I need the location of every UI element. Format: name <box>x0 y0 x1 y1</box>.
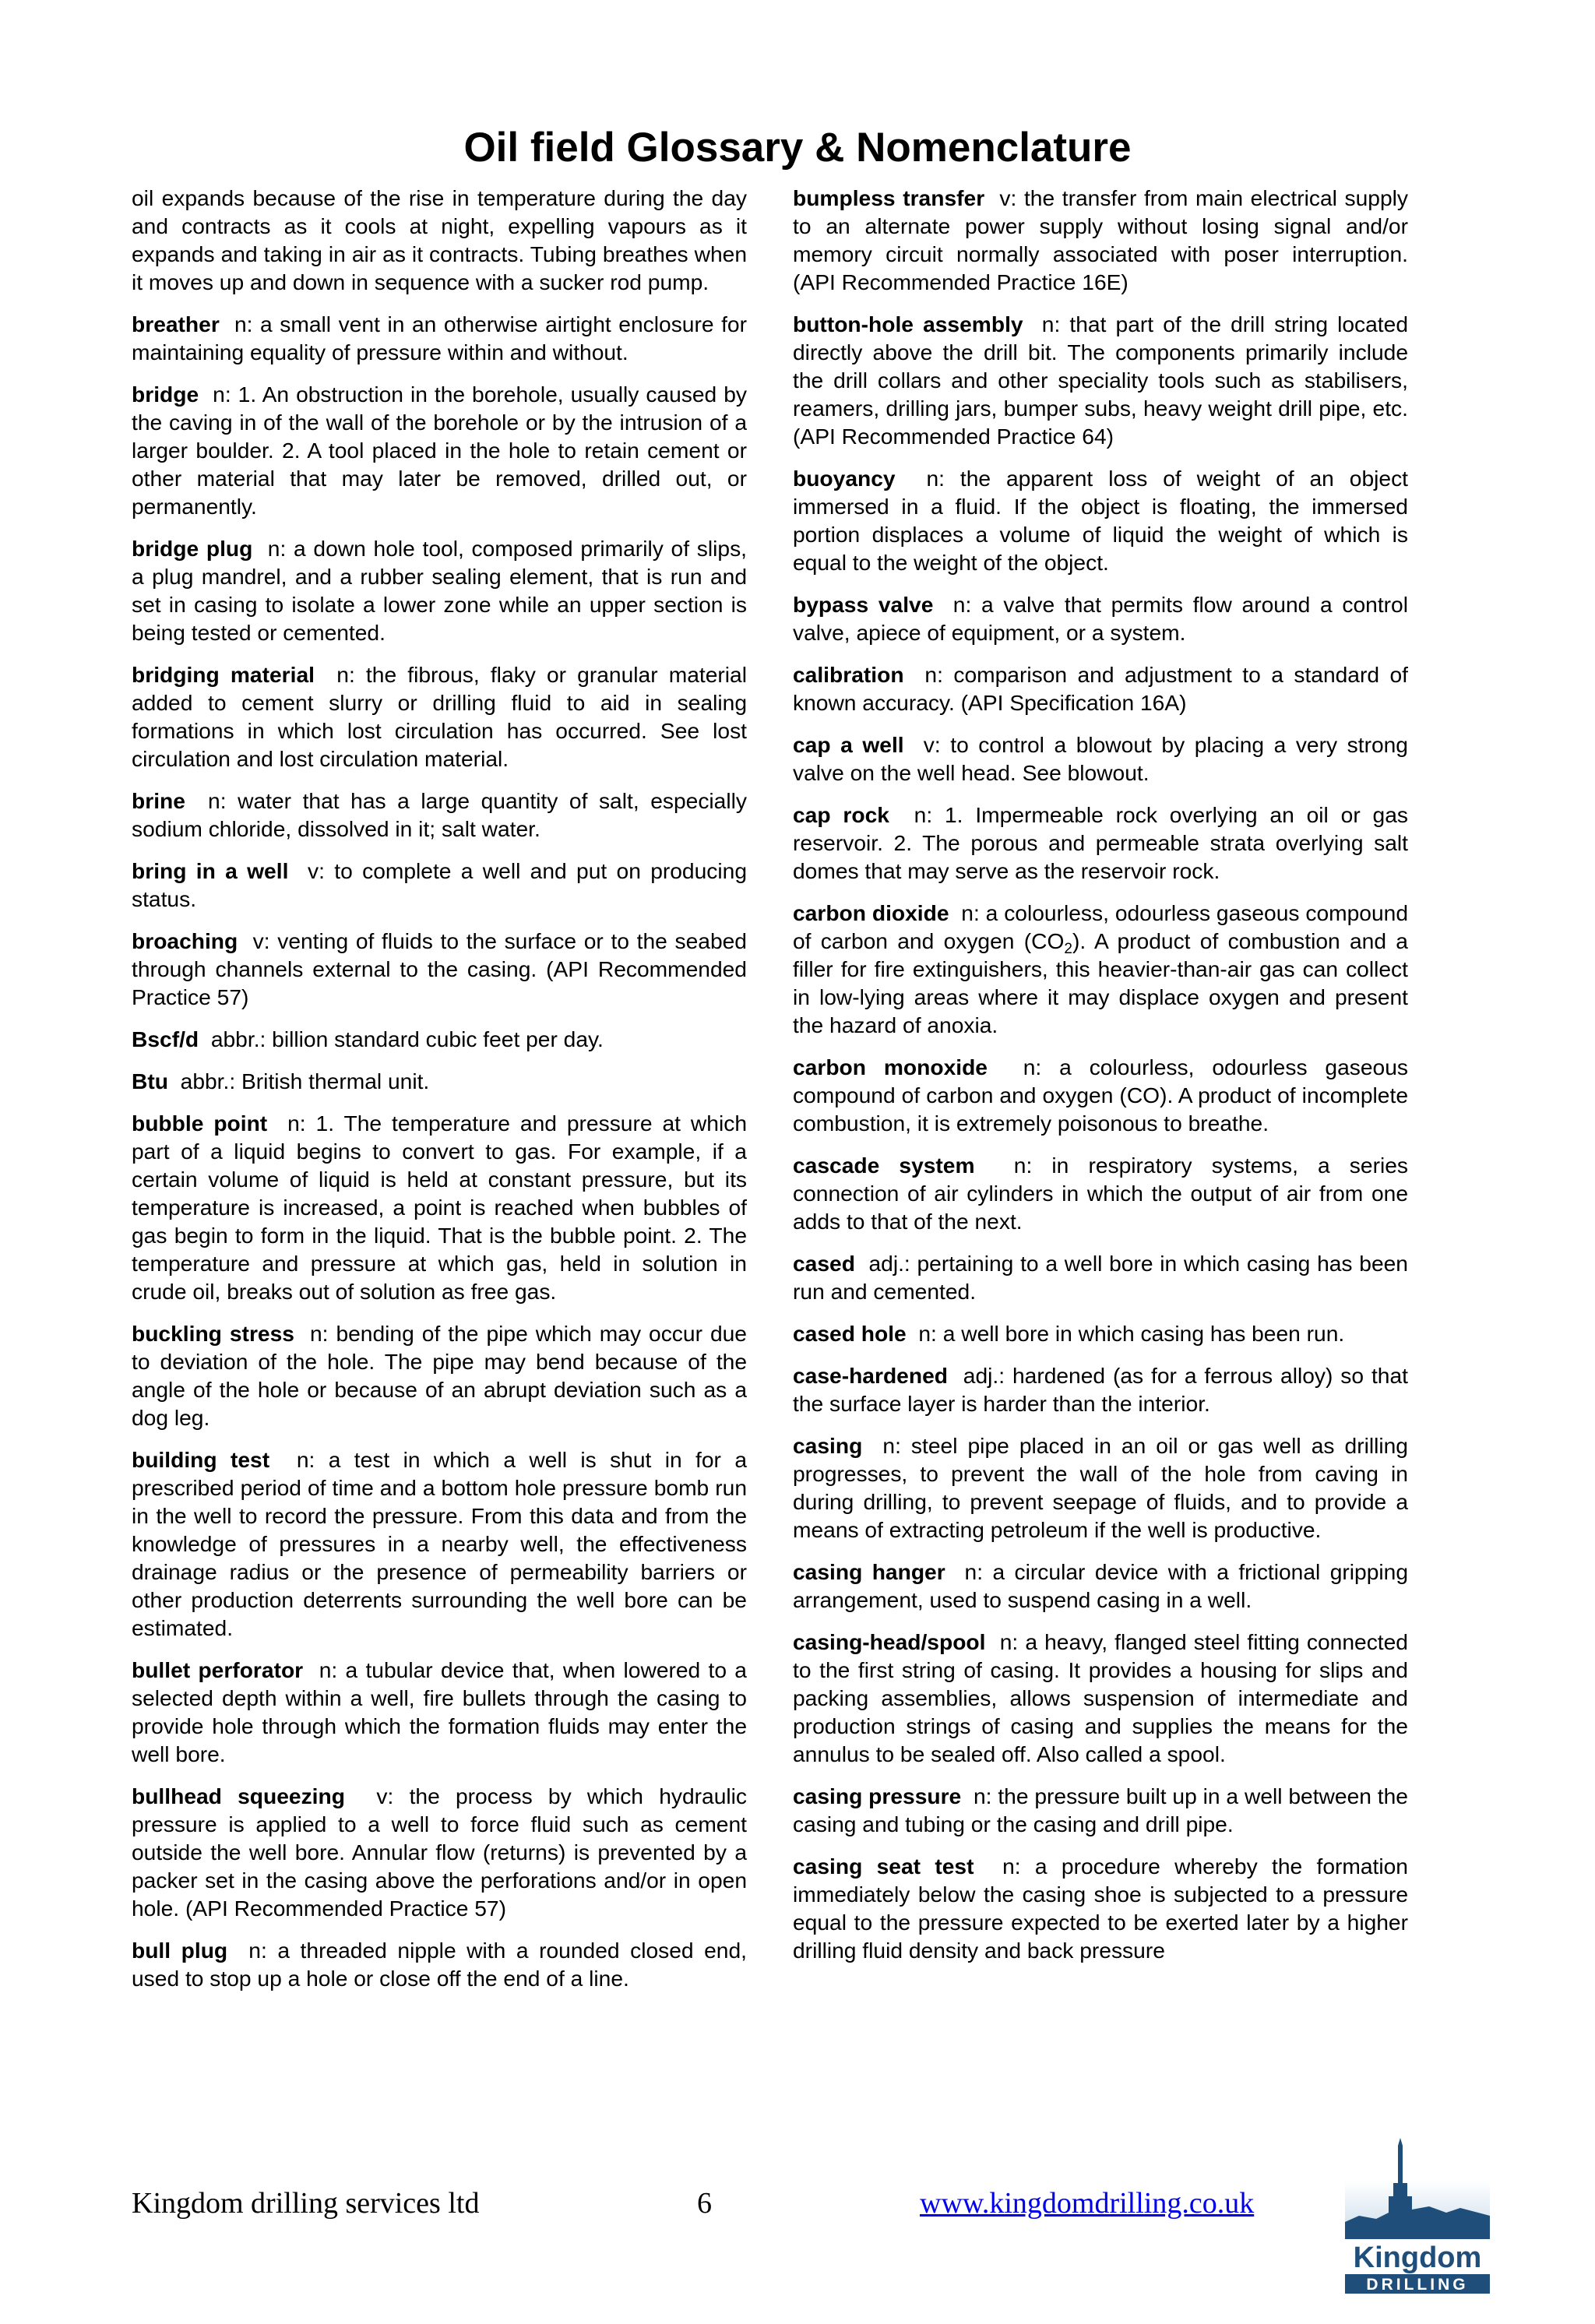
glossary-entry-buoyancy <box>793 464 1408 576</box>
logo-wordmark: Kingdom <box>1353 2241 1482 2274</box>
glossary-entry-cased-hole <box>793 1319 1408 1347</box>
glossary-definition: n: comparison and adjustment to a standard of known accuracy. (API Specification 16A) <box>793 662 1408 715</box>
glossary-entry-bscf-d <box>132 1025 747 1053</box>
subscript: 2 <box>1064 941 1072 957</box>
glossary-definition: n: bending of the pipe which may occur due to deviation of the hole. The pipe may bend because of the angle of the hole or because of an abrupt deviation such as a dog leg. <box>132 1321 747 1430</box>
glossary-definition: v: venting of fluids to the surface or to the seabed through channels external to the casing. (API Recommended Practice 57) <box>132 928 747 1009</box>
glossary-entry-casing-hanger <box>793 1558 1408 1614</box>
glossary-term: button-hole assembly <box>793 312 1023 336</box>
glossary-term: casing-head/spool <box>793 1629 986 1654</box>
glossary-definition: n: the fibrous, flaky or granular material added to cement slurry or drilling fluid to aid in sealing formations in which lost circulation has occurred. See lost circulation and lost circulation material. <box>132 662 747 771</box>
glossary-entry-carbon-dioxide <box>793 899 1408 1039</box>
page-title: Oil field Glossary & Nomenclature <box>463 125 1132 171</box>
glossary-column-right <box>793 184 1408 1978</box>
glossary-term: casing <box>793 1433 863 1458</box>
glossary-definition: n: a colourless, odourless gaseous compound of carbon and oxygen (CO). A product of incomplete combustion, it is extremely poisonous to breathe. <box>793 1055 1408 1136</box>
glossary-definition: n: a procedure whereby the formation immediately below the casing shoe is subjected to a pressure equal to the pressure expected to be exerted later by a higher drilling fluid density and back pressure <box>793 1854 1408 1963</box>
glossary-term: carbon dioxide <box>793 900 949 925</box>
glossary-term: cased <box>793 1251 855 1276</box>
glossary-entry-bypass-valve <box>793 590 1408 646</box>
glossary-definition-cont: ). A product of combustion and a filler for fire extinguishers, this heavier-than-air gas can collect in low-lying areas where it may displace oxygen and present the hazard of anoxia. <box>793 928 1408 1037</box>
glossary-definition: v: to complete a well and put on producing status. <box>132 858 747 911</box>
glossary-entry-cap-rock <box>793 801 1408 885</box>
glossary-definition: n: 1. Impermeable rock overlying an oil or gas reservoir. 2. The porous and permeable strata overlying salt domes that may serve as the reservoir rock. <box>793 802 1408 883</box>
glossary-term: bridge plug <box>132 536 253 561</box>
glossary-definition: n: a colourless, odourless gaseous compound of carbon and oxygen (CO <box>793 900 1408 953</box>
glossary-entry-case-hardened <box>793 1361 1408 1417</box>
glossary-entry-bullet-perforator <box>132 1656 747 1768</box>
glossary-entry-casing-seat-test <box>793 1852 1408 1964</box>
glossary-definition: n: a small vent in an otherwise airtight enclosure for maintaining equality of pressure within and without. <box>132 312 747 364</box>
glossary-definition: n: 1. The temperature and pressure at which part of a liquid begins to convert to gas. For example, if a certain volume of liquid is held at constant pressure, but its temperature is increased, a point is reached when bubbles of gas begin to form in the liquid. That is the bubble point. 2. The temperature and pressure at which gas, held in solution in crude oil, breaks out of solution as free gas. <box>132 1111 747 1304</box>
glossary-definition: n: a threaded nipple with a rounded closed end, used to stop up a hole or close off the end of a line. <box>132 1938 747 1991</box>
glossary-definition: adj.: hardened (as for a ferrous alloy) so that the surface layer is harder than the interior. <box>793 1363 1408 1416</box>
glossary-entry-bubble-point <box>132 1109 747 1305</box>
footer-website-link[interactable]: www.kingdomdrilling.co.uk <box>920 2187 1255 2220</box>
glossary-term: bridging material <box>132 662 315 687</box>
glossary-entry-broaching <box>132 927 747 1011</box>
glossary-entry-cascade-system <box>793 1151 1408 1235</box>
glossary-entry-buckling-stress <box>132 1319 747 1431</box>
glossary-definition: v: the transfer from main electrical supply to an alternate power supply without losing signal and/or memory circuit normally associated with poser interruption. (API Recommended Practice 16E) <box>793 185 1408 294</box>
glossary-entry-bridge-plug <box>132 534 747 646</box>
footer-page-number: 6 <box>697 2187 712 2220</box>
glossary-entry-bridge <box>132 380 747 520</box>
glossary-definition: n: a valve that permits flow around a control valve, apiece of equipment, or a system. <box>793 592 1408 645</box>
glossary-definition: v: the process by which hydraulic pressure is applied to a well to force fluid such as cement outside the well bore. Annular flow (returns) is prevented by a packer set in the casing above the perforations and/or in open hole. (API Recommended Practice 57) <box>132 1783 748 1921</box>
glossary-term: Btu <box>132 1069 168 1093</box>
glossary-term: brine <box>132 788 185 813</box>
glossary-term: casing pressure <box>793 1783 962 1808</box>
glossary-term: cap rock <box>793 802 889 827</box>
glossary-definition: n: water that has a large quantity of salt, especially sodium chloride, dissolved in it; salt water. <box>132 788 747 841</box>
footer-company-name: Kingdom drilling services ltd <box>132 2187 480 2220</box>
glossary-entry-building-test <box>132 1445 747 1642</box>
logo-subtitle: DRILLING <box>1366 2276 1469 2294</box>
glossary-definition: n: a test in which a well is shut in for a prescribed period of time and a bottom hole pressure bomb run in the well to record the pressure. From this data and from the knowledge of pressures in a nearby well, the effectiveness drainage radius or the presence of permeability barriers or other production deterrents surrounding the well bore can be estimated. <box>132 1447 747 1640</box>
glossary-term: cascade system <box>793 1153 975 1178</box>
glossary-entry-bumpless-transfer <box>793 184 1408 296</box>
glossary-definition: v: to control a blowout by placing a very strong valve on the well head. See blowout. <box>793 732 1408 785</box>
glossary-term: bypass valve <box>793 592 934 617</box>
glossary-term: building test <box>132 1447 270 1472</box>
glossary-term: bridge <box>132 382 199 407</box>
glossary-term: bring in a well <box>132 858 289 883</box>
glossary-definition: n: a heavy, flanged steel fitting connected to the first string of casing. It provides a housing for slips and packing assemblies, allows suspension of intermediate and production strings of casing and supplies the means for the annulus to be sealed off. Also called a spool. <box>793 1629 1408 1766</box>
glossary-definition: adj.: pertaining to a well bore in which casing has been run and cemented. <box>793 1251 1408 1304</box>
glossary-entry-bridging-material <box>132 660 747 773</box>
glossary-definition: n: steel pipe placed in an oil or gas well as drilling progresses, to prevent the wall of the hole from caving in during drilling, to prevent seepage of fluids, and to provide a means of extracting petroleum if the well is productive. <box>793 1433 1408 1542</box>
glossary-term: bubble point <box>132 1111 268 1136</box>
glossary-definition: abbr.: British thermal unit. <box>180 1069 430 1093</box>
glossary-entry-calibration <box>793 660 1408 717</box>
glossary-term: breather <box>132 312 220 336</box>
glossary-term: cased hole <box>793 1321 907 1346</box>
glossary-definition: oil expands because of the rise in temperature during the day and contracts as it cools at night, expelling vapours as it expands and taking in air as it contracts. Tubing breathes when it moves up and down in sequence with a sucker rod pump. <box>132 185 747 294</box>
glossary-definition: n: a well bore in which casing has been run. <box>918 1321 1345 1346</box>
glossary-entry-bring-in-a-well <box>132 857 747 913</box>
glossary-column-left <box>132 184 747 2006</box>
glossary-entry-casing-head-spool <box>793 1628 1408 1768</box>
glossary-term: bullhead squeezing <box>132 1783 345 1808</box>
glossary-term: buckling stress <box>132 1321 294 1346</box>
glossary-entry-casing-pressure <box>793 1782 1408 1838</box>
glossary-term: bullet perforator <box>132 1657 304 1682</box>
glossary-entry-cased <box>793 1249 1408 1305</box>
glossary-definition: n: that part of the drill string located directly above the drill bit. The components primarily include the drill collars and other speciality tools such as stabilisers, reamers, drilling jars, bumper subs, heavy weight drill pipe, etc. (API Recommended Practice 64) <box>793 312 1408 449</box>
glossary-term: bumpless transfer <box>793 185 985 210</box>
glossary-term: casing seat test <box>793 1854 974 1879</box>
glossary-definition: n: in respiratory systems, a series connection of air cylinders in which the output of air from one adds to that of the next. <box>793 1153 1408 1234</box>
glossary-definition: abbr.: billion standard cubic feet per day. <box>210 1026 604 1051</box>
glossary-definition: n: 1. An obstruction in the borehole, usually caused by the caving in of the wall of the borehole or by the intrusion of a larger boulder. 2. A tool placed in the hole to retain cement or other material that may later be removed, drilled out, or permanently. <box>132 382 747 519</box>
glossary-definition: n: the pressure built up in a well between the casing and tubing or the casing and drill pipe. <box>793 1783 1408 1836</box>
glossary-term: casing hanger <box>793 1559 945 1584</box>
glossary-entry-btu <box>132 1067 747 1095</box>
kingdom-drilling-logo <box>1343 2138 1491 2294</box>
glossary-definition: n: the apparent loss of weight of an object immersed in a fluid. If the object is floating, the immersed portion displaces a volume of liquid the weight of which is equal to the weight of the object. <box>793 466 1408 575</box>
glossary-entry-bull-plug <box>132 1936 747 1992</box>
glossary-term: buoyancy <box>793 466 896 491</box>
glossary-entry-cap-a-well <box>793 731 1408 787</box>
glossary-entry-brine <box>132 787 747 843</box>
glossary-entry-carbon-monoxide <box>793 1053 1408 1137</box>
glossary-term: Bscf/d <box>132 1026 199 1051</box>
glossary-entry-breather <box>132 310 747 366</box>
glossary-term: carbon monoxide <box>793 1055 988 1079</box>
glossary-term: calibration <box>793 662 904 687</box>
glossary-term: broaching <box>132 928 238 953</box>
glossary-definition: n: a tubular device that, when lowered to a selected depth within a well, fire bullets through the casing to provide hole through which the formation fluids may enter the well bore. <box>132 1657 747 1766</box>
glossary-term: bull plug <box>132 1938 228 1963</box>
glossary-term: case-hardened <box>793 1363 948 1388</box>
glossary-entry-casing <box>793 1431 1408 1544</box>
glossary-entry-bullhead-squeezing <box>132 1782 747 1922</box>
glossary-definition: n: a down hole tool, composed primarily of slips, a plug mandrel, and a rubber sealing element, that is run and set in casing to isolate a lower zone while an upper section is being tested or cemented. <box>132 536 747 645</box>
glossary-entry-button-hole-assembly <box>793 310 1408 450</box>
glossary-entry-continued <box>132 184 747 296</box>
glossary-term: cap a well <box>793 732 904 757</box>
glossary-definition: n: a circular device with a frictional gripping arrangement, used to suspend casing in a well. <box>793 1559 1409 1612</box>
